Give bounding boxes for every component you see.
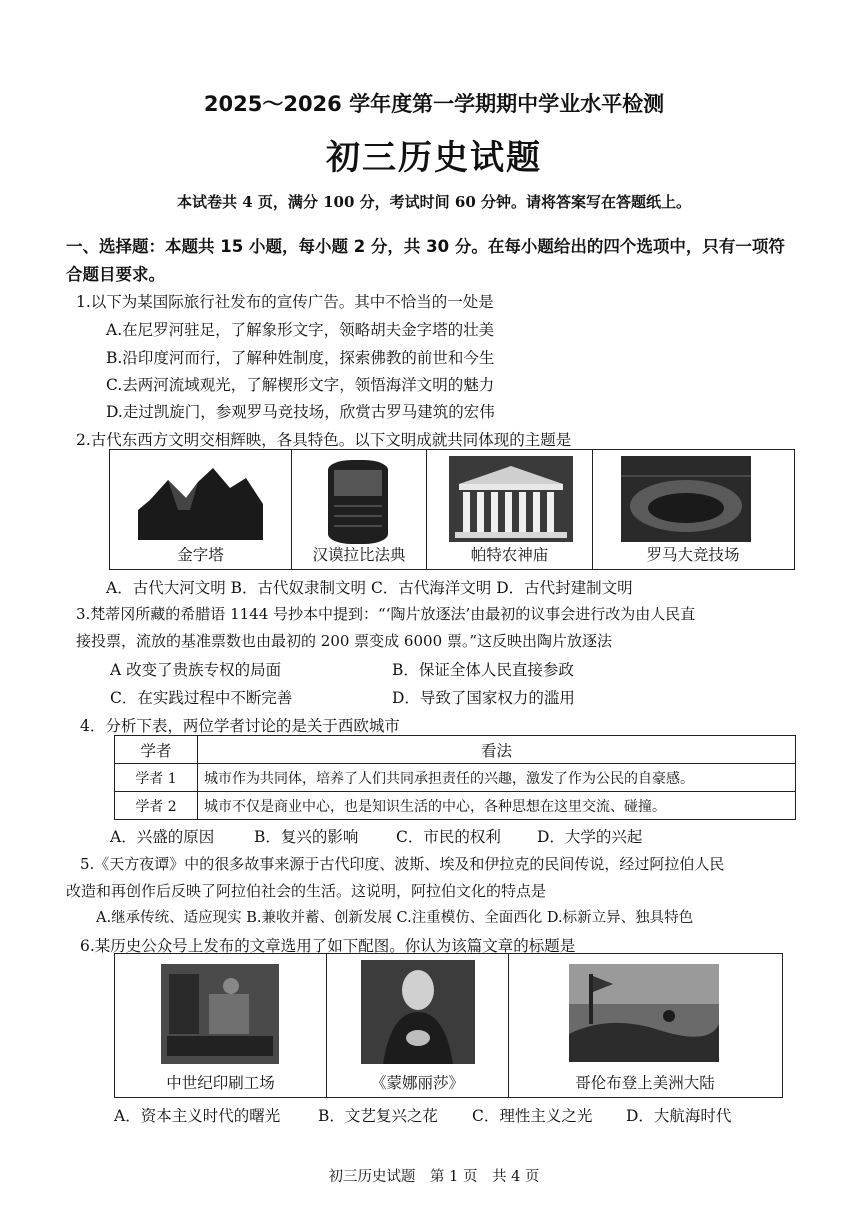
q4-option-a: A．兴盛的原因 (110, 828, 215, 846)
table-row (115, 764, 796, 792)
temple-image (449, 456, 573, 542)
exam-notice: 本试卷共 4 页，满分 100 分，考试时间 60 分钟。请将答案写在答题纸上。 (177, 193, 691, 211)
section-heading: 一、选择题：本题共 15 小题，每小题 2 分，共 30 分。在每小题给出的四个选项中，只有一项符 (66, 237, 785, 256)
q6-caption-1: 中世纪印刷工场 (166, 1074, 275, 1092)
mona-lisa-image (361, 960, 475, 1064)
q5-options: A.继承传统、适应现实 B.兼收并蓄、创新发展 C.注重模仿、全面西化 D.标新立异、独具特色 (96, 910, 694, 926)
q6-cell-monalisa (327, 954, 509, 1097)
q4-stem: 4．分析下表，两位学者讨论的是关于西欧城市 (80, 717, 400, 735)
q5-stem-1: 5.《天方夜谭》中的很多故事来源于古代印度、波斯、埃及和伊拉克的民间传说，经过阿拉伯人民 (80, 855, 725, 873)
q1-stem: 1.以下为某国际旅行社发布的宣传广告。其中不恰当的一处是 (76, 293, 494, 311)
q6-image-row (114, 953, 783, 1098)
q4-header-view: 看法 (198, 736, 796, 764)
columbus-landing-image (569, 964, 719, 1062)
q3-stem-2: 接投票，流放的基准票数也由最初的 200 票变成 6000 票。”这反映出陶片放逐法 (76, 632, 613, 650)
section-heading-cont: 合题目要求。 (66, 265, 165, 284)
q2-options: A．古代大河文明 B．古代奴隶制文明 C．古代海洋文明 D．古代封建制文明 (106, 579, 633, 597)
q2-cell-parthenon (427, 450, 593, 569)
q4-option-b: B．复兴的影响 (254, 828, 359, 846)
q2-caption-4: 罗马大竞技场 (646, 546, 740, 564)
q6-option-d: D．大航海时代 (626, 1107, 732, 1125)
q1-option-d: D.走过凯旋门，参观罗马竞技场，欣赏古罗马建筑的宏伟 (106, 403, 495, 421)
q1-option-b: B.沿印度河而行，了解种姓制度，探索佛教的前世和今生 (106, 349, 495, 367)
q5-stem-2: 改造和再创作后反映了阿拉伯社会的生活。这说明，阿拉伯文化的特点是 (66, 882, 547, 900)
q4-table (114, 735, 796, 820)
q4-header-scholar: 学者 (115, 736, 198, 764)
q3-option-d: D．导致了国家权力的滥用 (392, 689, 575, 707)
q1-option-a: A.在尼罗河驻足，了解象形文字，领略胡夫金字塔的壮美 (106, 321, 495, 339)
exam-header-line: 2025～2026 学年度第一学期期中学业水平检测 (203, 92, 665, 116)
printing-workshop-image (161, 964, 279, 1064)
q3-option-c: C．在实践过程中不断完善 (110, 689, 293, 707)
q4-row1-scholar: 学者 1 (115, 764, 198, 792)
q4-option-c: C．市民的权利 (396, 828, 501, 846)
q1-option-c: C.去两河流域观光，了解楔形文字，领悟海洋文明的魅力 (106, 376, 495, 394)
q3-stem-1: 3.梵蒂冈所藏的希腊语 1144 号抄本中提到：“‘陶片放逐法’由最初的议事会进行改为由人民直 (76, 605, 696, 623)
pyramid-image (138, 460, 263, 540)
q2-image-row (109, 449, 795, 570)
colosseum-image (621, 456, 751, 542)
q2-stem: 2.古代东西方文明交相辉映，各具特色。以下文明成就共同体现的主题是 (76, 431, 572, 449)
q2-caption-3: 帕特农神庙 (470, 546, 549, 564)
q4-row2-scholar: 学者 2 (115, 792, 198, 820)
q4-row2-view: 城市不仅是商业中心，也是知识生活的中心，各种思想在这里交流、碰撞。 (198, 792, 796, 820)
q6-option-a: A．资本主义时代的曙光 (114, 1107, 281, 1125)
q6-cell-columbus (509, 954, 781, 1097)
q6-caption-3: 哥伦布登上美洲大陆 (575, 1074, 715, 1092)
table-row (115, 792, 796, 820)
page-footer: 初三历史试题 第 1 页 共 4 页 (328, 1169, 540, 1185)
q6-option-c: C．理性主义之光 (472, 1107, 593, 1125)
exam-title: 初三历史试题 (326, 138, 542, 178)
q4-option-d: D．大学的兴起 (537, 828, 643, 846)
q2-cell-colosseum (593, 450, 793, 569)
q2-cell-pyramid (110, 450, 292, 569)
q6-caption-2: 《蒙娜丽莎》 (370, 1074, 464, 1092)
q6-cell-printing (115, 954, 327, 1097)
q2-caption-1: 金字塔 (177, 546, 224, 564)
q2-cell-code (292, 450, 427, 569)
q2-caption-2: 汉谟拉比法典 (312, 546, 406, 564)
q3-option-a: A 改变了贵族专权的局面 (110, 661, 282, 679)
stele-image (326, 456, 390, 544)
q6-stem: 6.某历史公众号上发布的文章选用了如下配图。你认为该篇文章的标题是 (80, 937, 576, 955)
q6-option-b: B．文艺复兴之花 (318, 1107, 438, 1125)
q3-option-b: B．保证全体人民直接参政 (392, 661, 574, 679)
q4-row1-view: 城市作为共同体，培养了人们共同承担责任的兴趣，激发了作为公民的自豪感。 (198, 764, 796, 792)
